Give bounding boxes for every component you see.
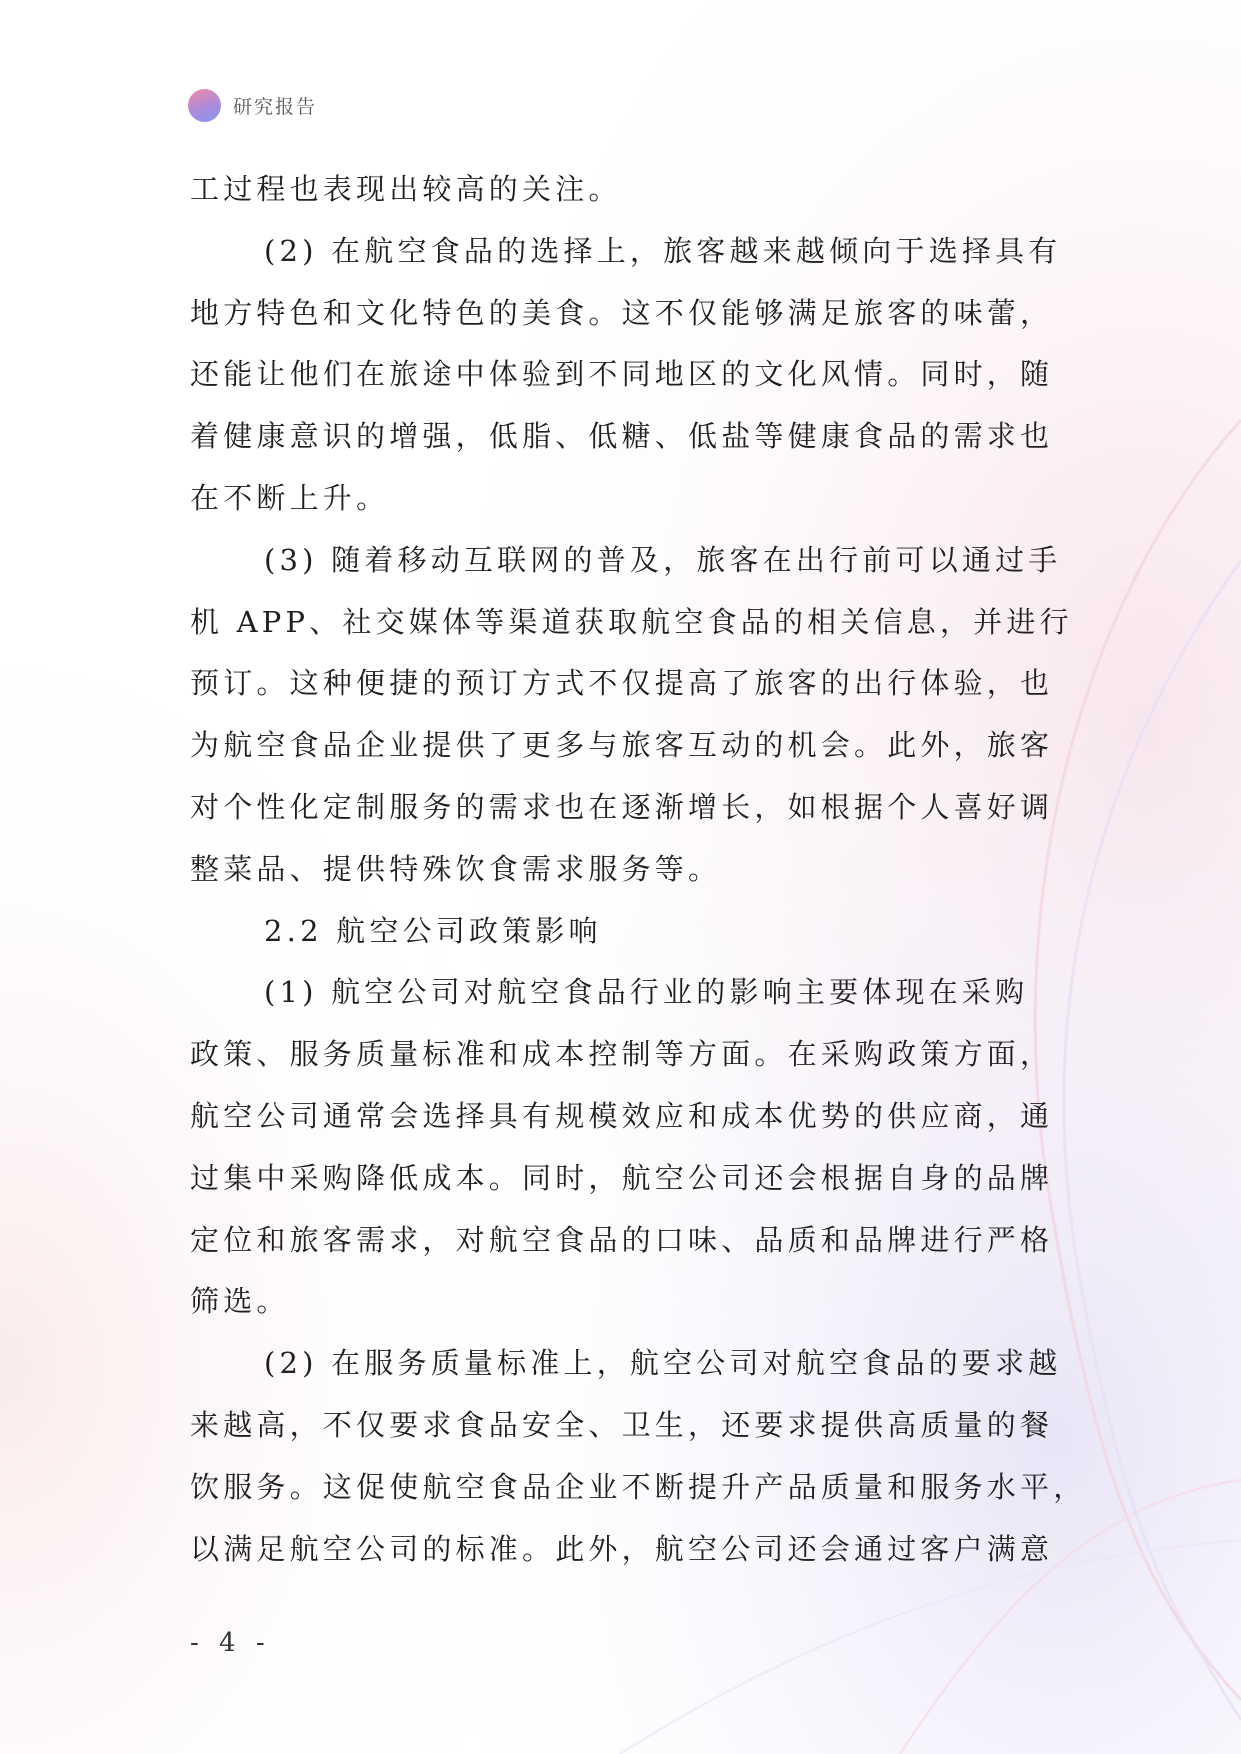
- text-line: (2) 在航空食品的选择上，旅客越来越倾向于选择具有: [264, 233, 1062, 268]
- text-line: 来越高，不仅要求食品安全、卫生，还要求提供高质量的餐: [190, 1407, 1054, 1442]
- text-line: 饮服务。这促使航空食品企业不断提升产品质量和服务水平，: [190, 1469, 1087, 1504]
- text-line: 工过程也表现出较高的关注。: [190, 172, 622, 206]
- text-line: 航空公司通常会选择具有规模效应和成本优势的供应商，通: [190, 1098, 1054, 1133]
- page-number: - 4 -: [190, 1628, 271, 1658]
- text-line: 着健康意识的增强，低脂、低糖、低盐等健康食品的需求也: [190, 419, 1054, 454]
- text-line: 还能让他们在旅途中体验到不同地区的文化风情。同时，随: [190, 357, 1054, 392]
- text-line: 在不断上升。: [190, 480, 390, 515]
- text-line: 政策、服务质量标准和成本控制等方面。在采购政策方面，: [190, 1037, 1054, 1072]
- text-line: 对个性化定制服务的需求也在逐渐增长，如根据个人喜好调: [190, 789, 1054, 824]
- text-line: 定位和旅客需求，对航空食品的口味、品质和品牌进行严格: [190, 1222, 1054, 1257]
- text-line: (2) 在服务质量标准上，航空公司对航空食品的要求越: [264, 1346, 1062, 1381]
- text-line: 筛选。: [190, 1284, 290, 1319]
- logo-circle-icon: [188, 89, 221, 122]
- body-text: [190, 159, 1087, 1580]
- text-line: 预订。这种便捷的预订方式不仅提高了旅客的出行体验，也: [190, 666, 1054, 701]
- text-line: 机 APP、社交媒体等渠道获取航空食品的相关信息，并进行: [190, 604, 1073, 639]
- text-line: (3) 随着移动互联网的普及，旅客在出行前可以通过手: [264, 542, 1062, 577]
- text-line: 地方特色和文化特色的美食。这不仅能够满足旅客的味蕾，: [190, 295, 1054, 330]
- report-header: [188, 89, 317, 122]
- text-line: 为航空食品企业提供了更多与旅客互动的机会。此外，旅客: [190, 728, 1054, 763]
- text-line: (1) 航空公司对航空食品行业的影响主要体现在采购: [264, 975, 1029, 1010]
- text-line: 以满足航空公司的标准。此外，航空公司还会通过客户满意: [190, 1531, 1054, 1566]
- section-heading: 2.2 航空公司政策影响: [264, 913, 602, 948]
- header-title: 研究报告: [233, 96, 318, 118]
- text-line: 整菜品、提供特殊饮食需求服务等。: [190, 851, 722, 886]
- text-line: 过集中采购降低成本。同时，航空公司还会根据自身的品牌: [190, 1160, 1054, 1195]
